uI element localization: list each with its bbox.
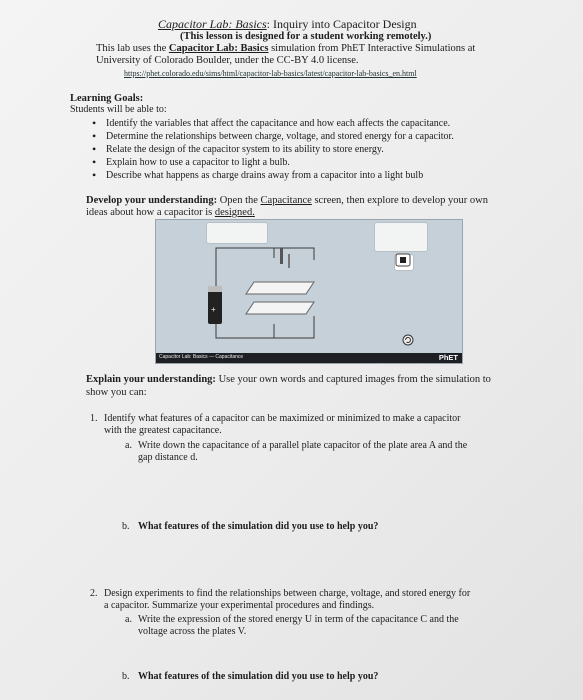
explain-label: Explain your understanding: — [86, 374, 216, 385]
sim-navigation-bar — [156, 353, 462, 363]
subquestion-label: b. — [122, 521, 130, 532]
light-bulb-icon — [396, 254, 410, 266]
switch-icon — [280, 248, 290, 268]
question-number: 2. — [90, 588, 98, 599]
intro-suffix: simulation from PhET Interactive Simulations at — [268, 43, 476, 54]
develop-line2-text: ideas about how a capacitor is — [86, 207, 215, 218]
question-text: with the greatest capacitance. — [104, 425, 222, 436]
subquestion-text: gap distance d. — [138, 452, 198, 463]
phet-logo: PhET — [438, 353, 458, 362]
designed-underline: designed. — [214, 207, 255, 218]
page-title — [158, 17, 417, 32]
develop-text-before: Open the — [217, 195, 261, 206]
question-number: 1. — [90, 413, 98, 424]
sim-screen-tab[interactable]: Capacitor Lab: Basics — Capacitance — [159, 354, 244, 360]
explain-line-2: show you can: — [86, 387, 147, 398]
intro-line-2: University of Colorado Boulder, under the CC-BY 4.0 license. — [96, 55, 359, 66]
develop-line-1 — [86, 195, 488, 206]
learning-goal-item: • Describe what happens as charge drains away from a capacitor into a light bulb — [92, 169, 454, 182]
intro-line-1 — [96, 43, 475, 54]
subquestion-text: Write down the capacitance of a parallel plate capacitor of the plate area A and the — [138, 440, 468, 451]
intro-sim-link[interactable]: Capacitor Lab: Basics — [168, 43, 269, 54]
develop-text-after: screen, then explore to develop your own — [311, 195, 488, 206]
intro-prefix: This lab uses the — [96, 43, 169, 54]
capacitance-screen-link[interactable]: Capacitance — [260, 195, 312, 206]
reset-icon[interactable] — [403, 335, 413, 345]
subquestion-label: a. — [125, 440, 132, 451]
learning-goal-item: • Determine the relationships between charge, voltage, and stored energy for a capacitor. — [92, 130, 454, 143]
subquestion-text: What features of the simulation did you use to help you? — [138, 671, 379, 682]
learning-goals-heading: Learning Goals: — [70, 93, 144, 104]
explain-line-1 — [86, 374, 491, 385]
subquestion-label: b. — [122, 671, 130, 682]
develop-line-2 — [86, 207, 255, 218]
sim-url-link[interactable]: https://phet.colorado.edu/sims/html/capacitor-lab-basics/latest/capacitor-lab-basics_en.html — [124, 69, 417, 78]
question-text: Design experiments to find the relationships between charge, voltage, and stored energy for — [104, 588, 471, 599]
title-rest: : Inquiry into Capacitor Design — [266, 17, 417, 31]
develop-label: Develop your understanding: — [86, 195, 218, 206]
question-text: Identify what features of a capacitor can be maximized or minimized to make a capacitor — [104, 413, 461, 424]
svg-text:+: + — [211, 305, 216, 314]
learning-goal-item: • Explain how to use a capacitor to light a bulb. — [92, 156, 454, 169]
battery-icon — [208, 286, 222, 324]
subquestion-text: Write the expression of the stored energy U in term of the capacitance C and the — [138, 614, 459, 625]
question-text: a capacitor. Summarize your experimental procedures and findings. — [104, 600, 375, 611]
explain-text: Use your own words and captured images from the simulation to — [215, 374, 491, 385]
circuit-diagram — [156, 220, 462, 363]
simulation-screenshot — [155, 219, 463, 364]
subquestion-text: What features of the simulation did you use to help you? — [138, 521, 379, 532]
title-sim-name[interactable]: Capacitor Lab: Basics — [158, 17, 267, 31]
learning-goal-item: • Identify the variables that affect the capacitance and how each affects the capacitance. — [92, 117, 454, 130]
subquestion-text: voltage across the plates V. — [138, 626, 247, 637]
capacitor-plates — [246, 282, 314, 314]
bulb-wire-bottom — [274, 316, 314, 338]
subquestion-label: a. — [125, 614, 132, 625]
learning-goals-list — [92, 117, 454, 182]
learning-goals-subheading: Students will be able to: — [70, 104, 167, 115]
remote-note: (This lesson is designed for a student working remotely.) — [180, 31, 432, 42]
learning-goal-item: • Relate the design of the capacitor system to its ability to store energy. — [92, 143, 454, 156]
